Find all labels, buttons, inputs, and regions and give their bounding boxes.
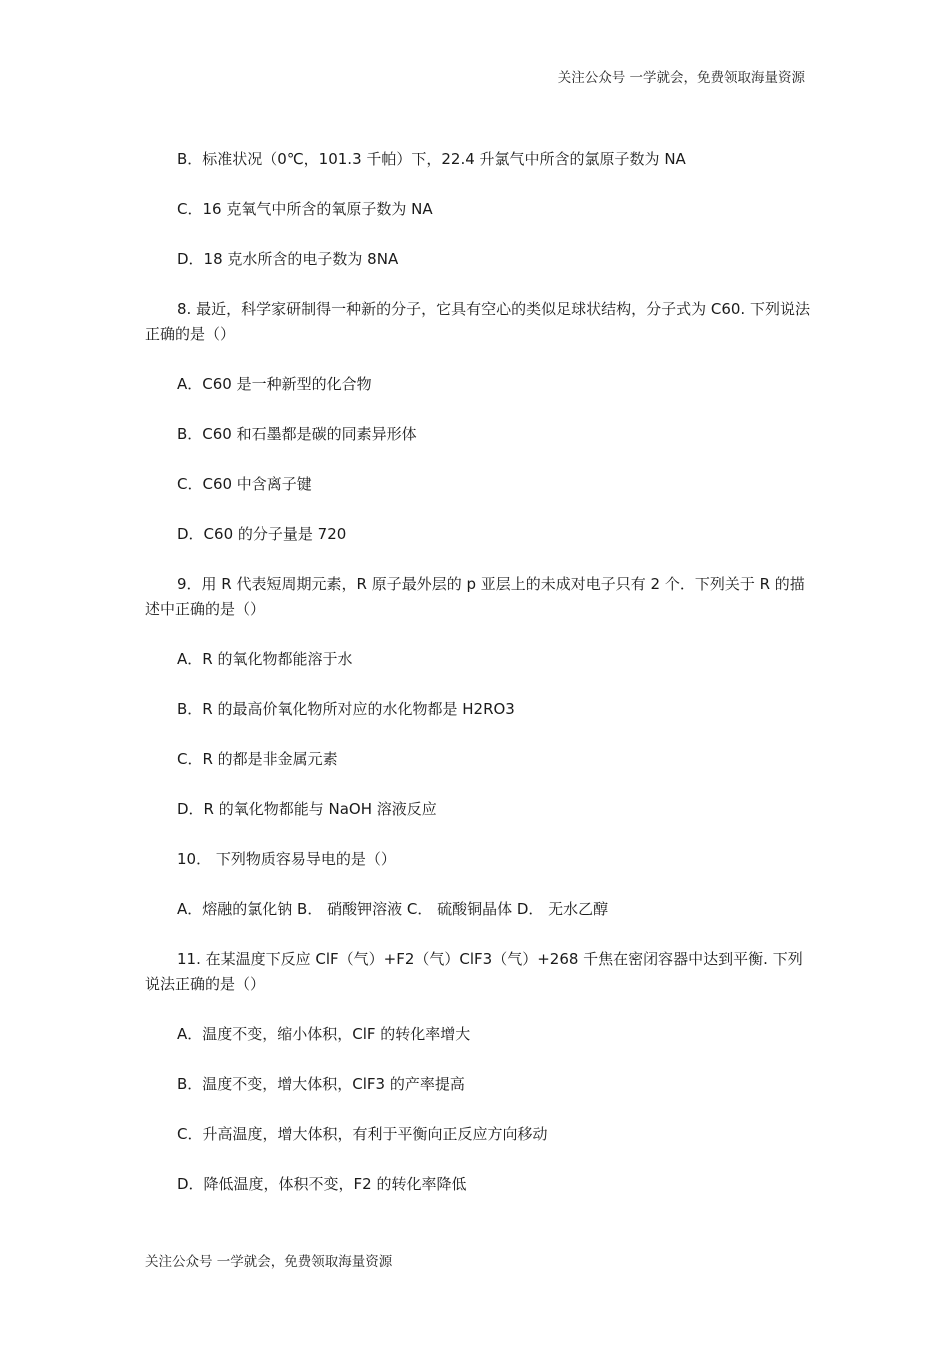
q9-stem: 9．用 R 代表短周期元素，R 原子最外层的 p 亚层上的未成对电子只有 2 个．下列关于 R 的描述中正确的是（） bbox=[145, 575, 805, 618]
q8-stem: 8. 最近，科学家研制得一种新的分子，它具有空心的类似足球状结构，分子式为 C60. 下列说法正确的是（） bbox=[145, 300, 810, 343]
q11-option-d: D．降低温度，体积不变，F2 的转化率降低 bbox=[177, 1175, 467, 1193]
q7-option-d: D．18 克水所含的电子数为 8NA bbox=[177, 250, 399, 268]
q9-option-d: D．R 的氧化物都能与 NaOH 溶液反应 bbox=[177, 800, 437, 818]
q8-option-b: B．C60 和石墨都是碳的同素异形体 bbox=[177, 425, 417, 443]
q9-option-b: B．R 的最高价氧化物所对应的水化物都是 H2RO3 bbox=[177, 700, 515, 718]
q9-option-c: C．R 的都是非金属元素 bbox=[177, 750, 338, 768]
page-footer: 关注公众号 一学就会，免费领取海量资源 bbox=[145, 1254, 393, 1270]
q10-stem: 10． 下列物质容易导电的是（） bbox=[177, 850, 396, 868]
q11-stem: 11. 在某温度下反应 ClF（气）+F2（气）ClF3（气）+268 千焦在密闭容器中达到平衡. 下列说法正确的是（） bbox=[145, 950, 803, 993]
q11-option-a: A．温度不变，缩小体积，ClF 的转化率增大 bbox=[177, 1025, 471, 1043]
q9-option-a: A．R 的氧化物都能溶于水 bbox=[177, 650, 353, 668]
q8-option-a: A．C60 是一种新型的化合物 bbox=[177, 375, 372, 393]
q8-option-c: C．C60 中含离子键 bbox=[177, 475, 312, 493]
q11-option-c: C．升高温度，增大体积，有利于平衡向正反应方向移动 bbox=[177, 1125, 548, 1143]
q10-options: A．熔融的氯化钠 B． 硝酸钾溶液 C． 硫酸铜晶体 D． 无水乙醇 bbox=[177, 900, 609, 918]
q11-option-b: B．温度不变，增大体积，ClF3 的产率提高 bbox=[177, 1075, 465, 1093]
q7-option-c: C．16 克氧气中所含的氧原子数为 NA bbox=[177, 200, 433, 218]
q8-option-d: D．C60 的分子量是 720 bbox=[177, 525, 347, 543]
page-header: 关注公众号 一学就会，免费领取海量资源 bbox=[557, 70, 805, 86]
q7-option-b: B．标准状况（0℃，101.3 千帕）下，22.4 升氯气中所含的氯原子数为 NA bbox=[177, 150, 686, 168]
